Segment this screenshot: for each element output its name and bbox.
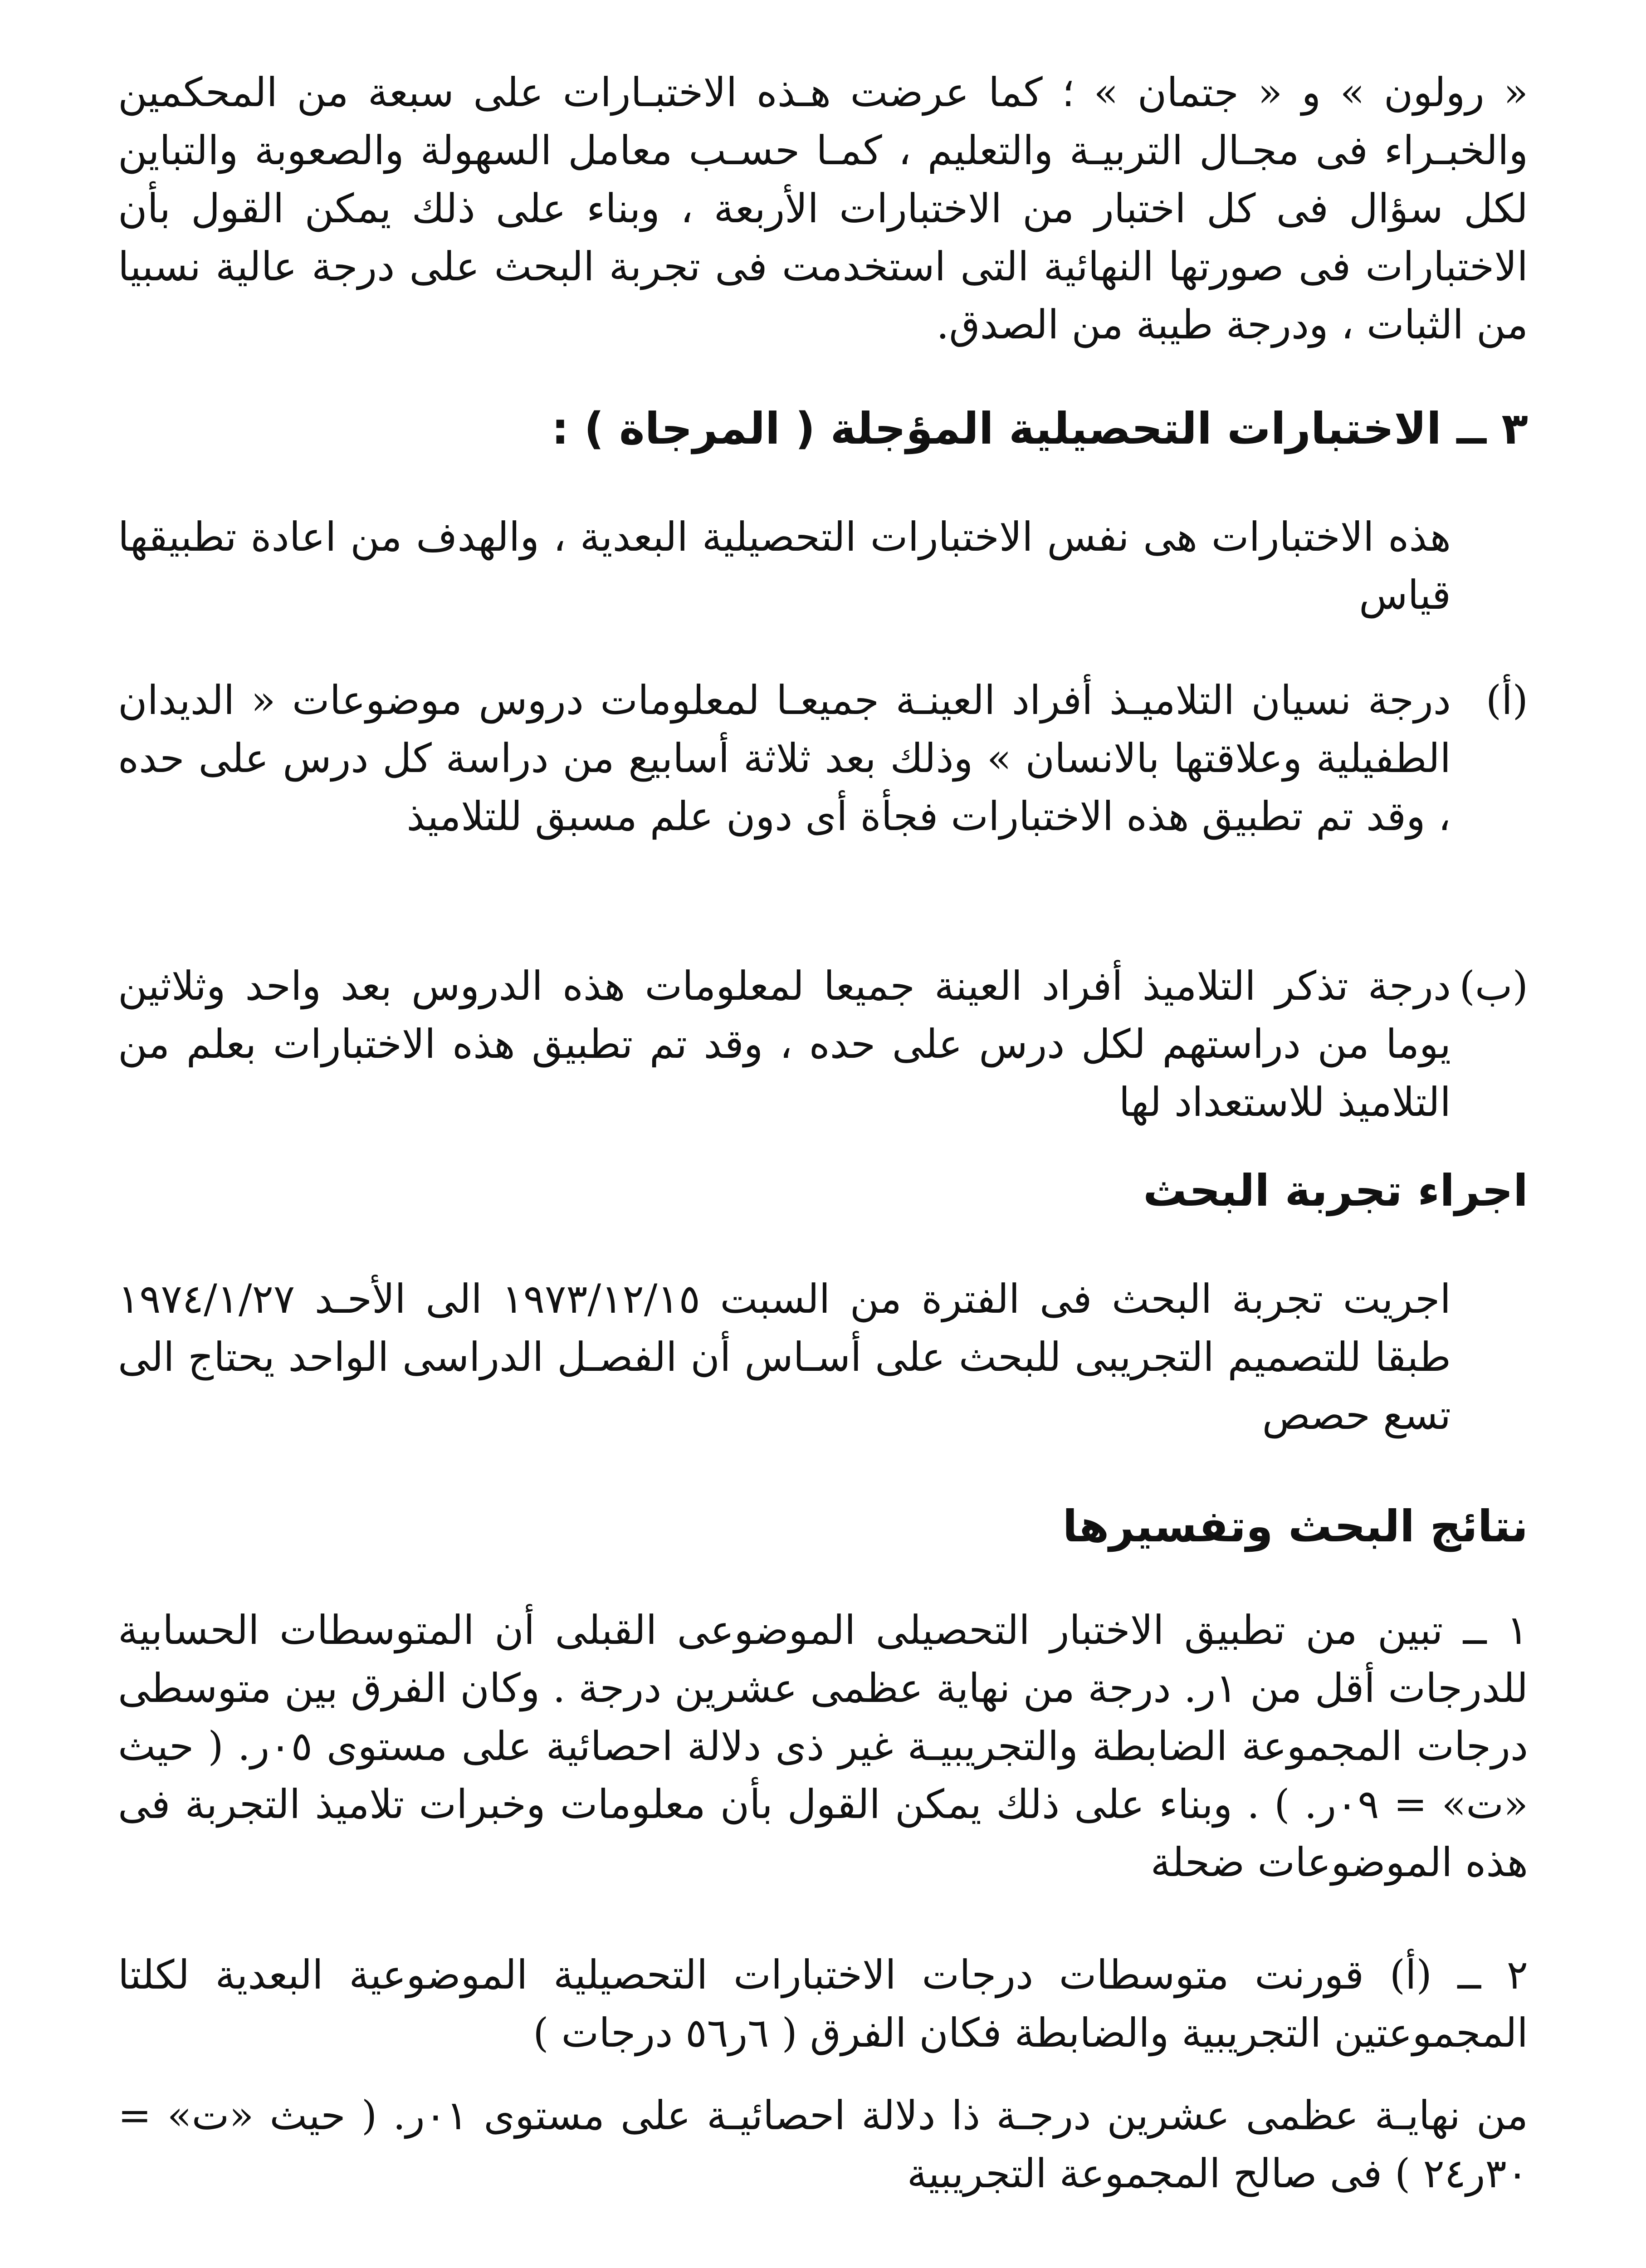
- section3-intro-block: [118, 508, 1528, 624]
- section3-intro: هذه الاختبارات هى نفس الاختبارات التحصيلية البعدية ، والهدف من اعادة تطبيقها قياس: [118, 513, 1451, 618]
- procedure-text: اجريت تجربة البحث فى الفترة من السبت ١٩٧٣/١٢/١٥ الى الأحـد ١٩٧٤/١/٢٧ طبقا للتصميم التجريبى للبحث على أسـاس أن الفصـل الدراسى الواحد يحتاج الى تسع حصص: [118, 1276, 1451, 1438]
- procedure-heading-block: [118, 1161, 1528, 1220]
- result-2a-continued-block: [118, 2087, 1528, 2203]
- result-2a-part1: ٢ ــ (أ) قورنت متوسطات درجات الاختبارات التحصيلية الموضوعية البعدية لكلتا المجموعتين التجريبية والضابطة فكان الفرق ( ٦ر٥٦ درجات ): [118, 1951, 1528, 2056]
- result-1: ١ ــ تبين من تطبيق الاختبار التحصيلى الموضوعى القبلى أن المتوسطات الحسابية للدرجات أقل من ١ر. درجة من نهاية عظمى عشرين درجة . وكان الفرق بين متوسطى درجات المجموعة الضابطة والتجريبيـة غير ذى دلالة احصائية على مستوى ٠٥ر. ( حيث «ت» = ٠٩ر. ) . وبناء على ذلك يمكن القول بأن معلومات وخبرات تلاميذ التجربة فى هذه الموضوعات ضحلة: [118, 1607, 1529, 1886]
- item-a-text: درجة نسيان التلاميـذ أفراد العينـة جميعـا لمعلومات دروس موضوعات « الديدان الطفيلية وعلاقتها بالانسان » وذلك بعد ثلاثة أسابيع من دراسة كل درس على حده ، وقد تم تطبيق هذه الاختبارات فجأة أى دون علم مسبق للتلاميذ: [118, 677, 1451, 840]
- item-b-block: [118, 957, 1528, 1131]
- list-item: [118, 957, 1528, 1131]
- result-1-block: [118, 1601, 1528, 1892]
- result-2a-part2: من نهايـة عظمى عشرين درجـة ذا دلالة احصائيـة على مستوى ٠١ر. ( حيث «ت» = ٣٠ر٢٤ ) فى صالح المجموعة التجريبية: [118, 2092, 1529, 2197]
- item-b-text: درجة تذكر التلاميذ أفراد العينة جميعا لمعلومات هذه الدروس بعد واحد وثلاثين يوما من دراستهم لكل درس على حده ، وقد تم تطبيق هذه الاختبارات بعلم من التلاميذ للاستعداد لها: [118, 963, 1451, 1125]
- results-heading-block: [118, 1497, 1528, 1556]
- intro-paragraph: « رولون » و « جتمان » ؛ كما عرضت هـذه الاختبـارات على سبعة من المحكمين والخبـراء فى مجـال التربيـة والتعليم ، كمـا حسـب معامل السهولة والصعوبة والتباين لكل سؤال فى كل اختبار من الاختبارات الأربعة ، وبناء على ذلك يمكن القول بأن الاختبارات فى صورتها النهائية التى استخدمت فى تجربة البحث على درجة عالية نسبيا من الثبات ، ودرجة طيبة من الصدق.: [118, 69, 1528, 348]
- section-heading: ٣ ــ الاختبارات التحصيلية المؤجلة ( المرجاة ) :: [551, 403, 1528, 454]
- item-a-block: [118, 671, 1528, 846]
- item-marker: (ب): [1459, 963, 1528, 1009]
- section3-heading-block: [118, 399, 1528, 458]
- result-2a-block: [118, 1946, 1528, 2062]
- list-item: [118, 671, 1528, 846]
- procedure-block: [118, 1270, 1528, 1444]
- item-marker: (أ): [1485, 677, 1528, 723]
- intro-block: [118, 64, 1528, 354]
- section-heading: اجراء تجربة البحث: [1143, 1165, 1528, 1216]
- section-heading: نتائج البحث وتفسيرها: [1062, 1501, 1528, 1552]
